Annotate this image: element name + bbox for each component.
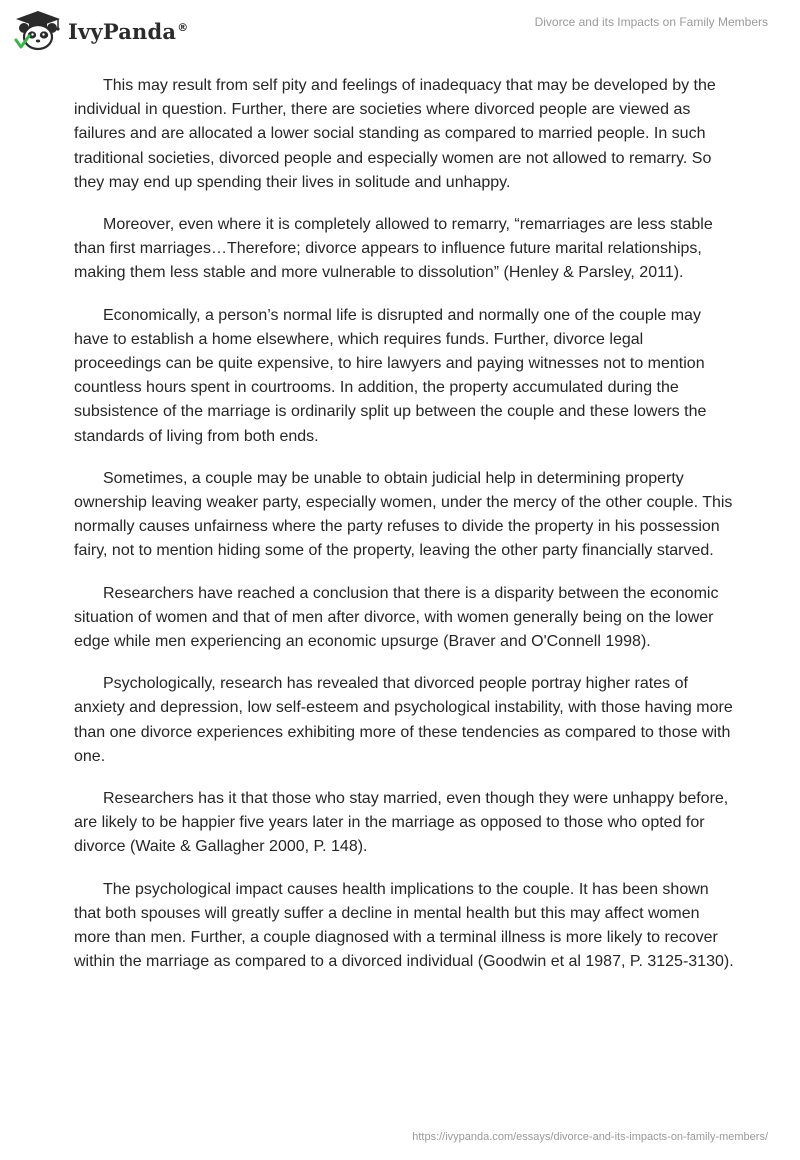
ivypanda-logo[interactable] (14, 10, 188, 52)
document-title: Divorce and its Impacts on Family Members (534, 15, 768, 29)
paragraph: Researchers have reached a conclusion that there is a disparity between the economic situation of women and that of men after divorce, with women generally being on the lower edge while men experiencing an economic upsurge (Braver and O'Connell 1998). (74, 584, 719, 651)
essay-body (74, 74, 734, 993)
paragraph: Psychologically, research has revealed that divorced people portray higher rates of anxiety and depression, low self-esteem and psychological instability, with those having more than one divorce experiences exhibiting more of these tendencies as compared to those with one. (74, 675, 733, 765)
paragraph: Researchers has it that those who stay married, even though they were unhappy before, are likely to be happier five years later in the marriage as opposed to those who opted for divorce (Waite & Gallagher 2000, P. 148). (74, 790, 729, 856)
panda-graduate-icon (14, 10, 62, 52)
page-header (0, 0, 800, 60)
source-url[interactable]: https://ivypanda.com/essays/divorce-and-its-impacts-on-family-members/ (412, 1131, 768, 1143)
registered-mark: ® (177, 20, 189, 34)
brand-name: IvyPanda® (68, 18, 189, 44)
paragraph: Moreover, even where it is completely allowed to remarry, “remarriages are less stable than first marriages…Therefore; divorce appears to influence future marital relationships, making them less stable and more vulnerable to dissolution” (Henley & Parsley, 2011). (74, 216, 713, 282)
paragraph: Sometimes, a couple may be unable to obtain judicial help in determining property ownership leaving weaker party, especially women, under the mercy of the other couple. This normally causes unfairness where the party refuses to divide the property in his possession fairy, not to mention hiding some of the property, leaving the other party financially starved. (74, 469, 733, 560)
paragraph: The psychological impact causes health implications to the couple. It has been shown that both spouses will greatly suffer a decline in mental health but this may affect women more than men. Further, a couple diagnosed with a terminal illness is more likely to recover within the marriage as compared to a divorced individual (Goodwin et al 1987, P. 3125-3130). (74, 880, 734, 971)
paragraph: This may result from self pity and feelings of inadequacy that may be developed by the individual in question. Further, there are societies where divorced people are viewed as failures and are allocated a lower social standing as compared to married people. In such traditional societies, divorced people and especially women are not allowed to remarry. So they may end up spending their lives in solitude and unhappy. (74, 77, 716, 191)
paragraph: Economically, a person’s normal life is disrupted and normally one of the couple may have to establish a home elsewhere, which requires funds. Further, divorce legal proceedings can be quite expensive, to hire lawyers and paying witnesses not to mention countless hours spent in courtrooms. In addition, the property accumulated during the subsistence of the marriage is ordinarily split up between the couple and these lowers the standards of living from both ends. (74, 306, 707, 445)
